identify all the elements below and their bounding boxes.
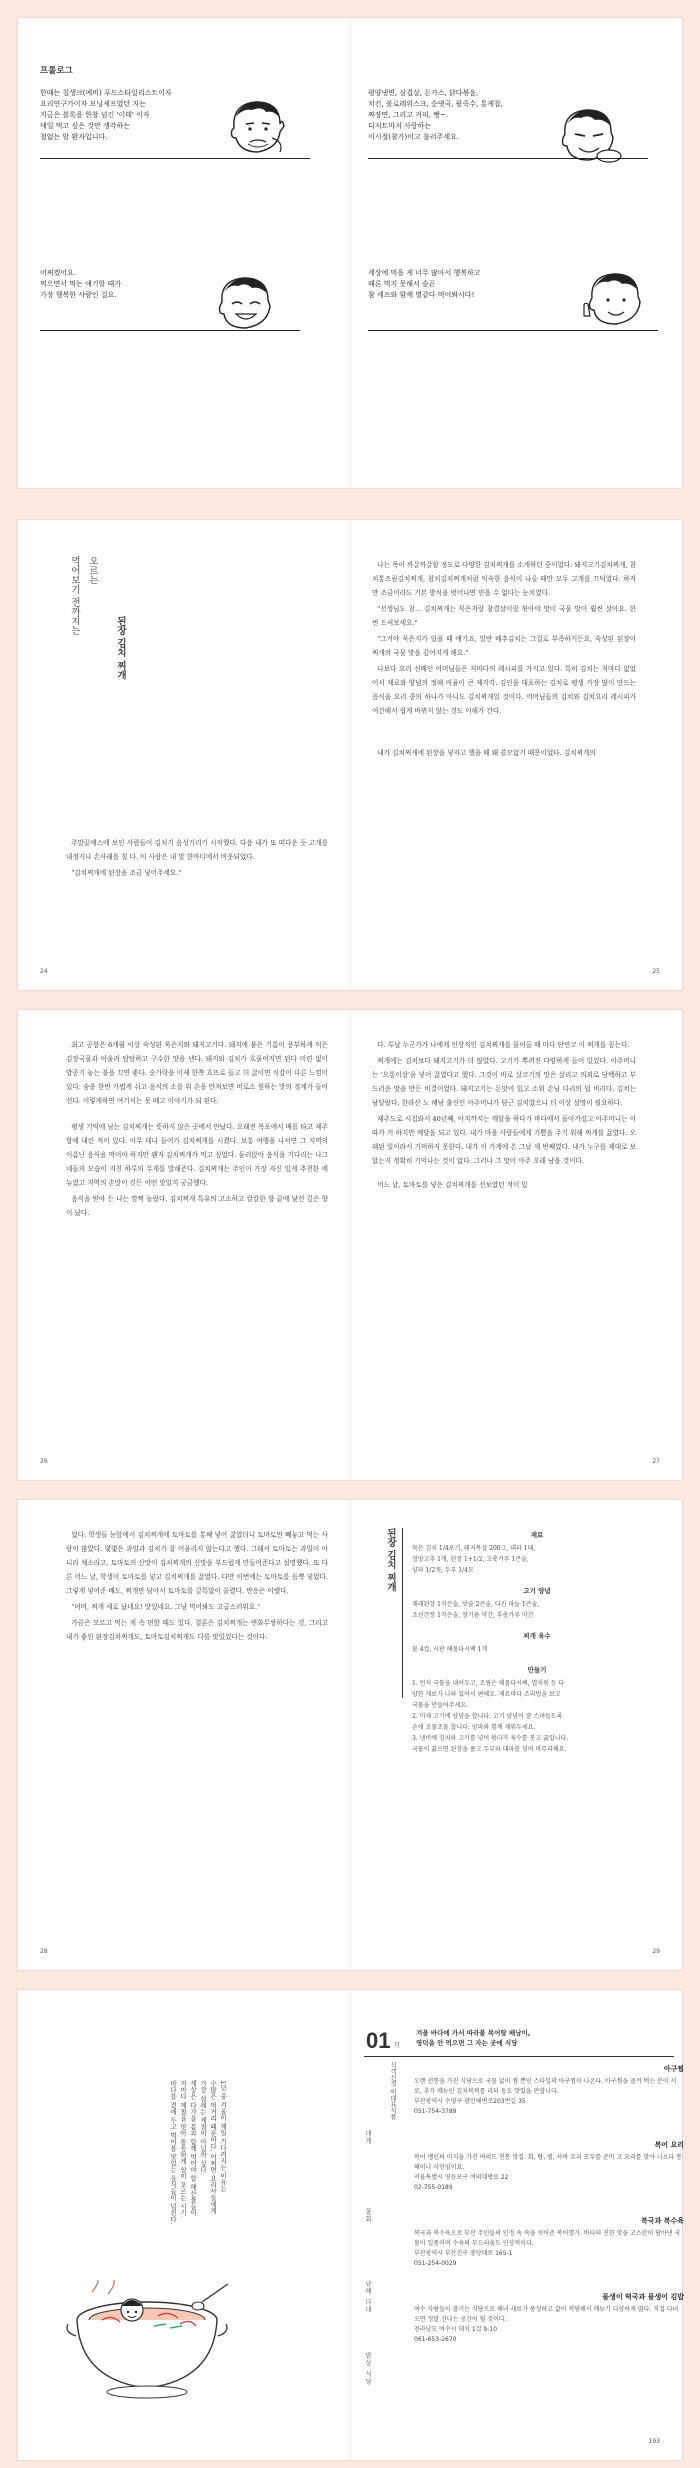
comic-panel-2 [368,88,668,238]
recipe-line: 물 4컵, 시판 해물다시팩 1개 [412,1646,488,1653]
vertical-poem [168,2080,228,2280]
side-label: 물회 [364,2208,372,2223]
panel-caption: 평양냉면, 삼겹살, 돈가스, 닭다볶음, 치킨, 볼로레위스크, 순댓국, 팥죽수, 통케찹, 짜장면, 그리고 커피, 빵~. 디저트마저 사랑하는 이시절(참가)이고 불러주세요. [368,89,503,141]
recipe-line: 묵은 김치 1/4포기, 돼지목살 200그, 대파 1대, [412,1545,536,1552]
spine [350,1500,351,1970]
body-text-right [372,558,636,762]
poem-line: 1년 중 겨울이 제일 기다려지는 이유는 [219,2080,227,2192]
recipe-divider [402,1528,403,1698]
comic-panel-1 [40,88,340,238]
chef-eating-illustration [553,108,627,168]
recipe-step: 3. 냄비에 김치와 고기를 넣어 볶다가 육수를 붓고 끓입니다. [412,1735,569,1742]
store-phone: 051-754-3789 [414,2108,457,2115]
side-label: 대게 [364,2130,372,2145]
recipe-line: 청양고추 1개, 된장 1+1/2, 고춧가루 1큰술, [412,1556,529,1563]
header-rule [364,2056,674,2057]
store-entry [414,2216,684,2269]
recipe-section-title: 고기 양념 [523,1587,551,1595]
recipe-title-vertical: 된장 김치 찌개 [385,1528,396,1592]
store-name: 복국과 복수육 [640,2217,684,2225]
store-phone: 02-755-0189 [414,2184,453,2191]
paragraph: "그거야 묵은지가 있을 때 얘기죠, 일반 배추김치는 그걸로 부족하거든요, 숙성된 된장이 찌개의 국물 맛을 깊어지게 해요." [372,635,636,657]
recipe-step: 손에 조물조물 합니다. 양파와 함께 재워두세요. [412,1724,536,1731]
month-number: 01 [366,2028,391,2053]
panel-caption: 세상에 먹을 게 너무 많아서 행복하고 때론 먹지 못해서 슬픈 참 세프와 함께 별같다 먹어봐시다! [368,269,481,299]
spread-pages-26-27 [18,1010,682,1480]
comic-panel-4 [368,268,668,418]
store-entry [414,2064,684,2117]
paragraph: "어머, 찌개 새로 났네요! 맛있네요. 그냥 먹어봐도 고급스러워요." [71,1603,261,1611]
chapter-subtitle-vertical: 된장 김치 찌개 [115,616,126,680]
page-number-right: 27 [652,1458,660,1465]
chapter-title-vertical-1: 오르는 [87,556,98,585]
store-description: 오랜 전통을 가진 식당으로 국물 없이 찜 뿐인 스타일의 아구찜이 나온다. 아구찜을 즐겨 먹는 분이 서로, 추가 메뉴인 김치복찌를 리터 동도 맛있을 만합니다. [414,2078,677,2095]
poem-line: 바다를 곁에 두고 먹어볼 맛있는 음식들이 넘친다. [169,2080,177,2225]
side-label: 밤상 식당 [364,2352,372,2386]
panel-caption: 한때는 칠생크(예비) 푸드스타일리스트이자 요리연구가이자 모닝셰프였던 지는 지금은 볼록을 한창 넘긴 '이태' 이자 매일 먹고 싶은 것만 생각하는 철없는 암 환자입니다. [40,89,172,141]
recipe-step: 1. 먼저 국물을 내어두고, 조림은 해물다시팩, 멸치볶 등 다 [412,1680,565,1687]
paragraph: 찌개에는 김치보다 돼지고기가 더 많았다. 고기가 뿌려진 다양하게 들어 있었다. 이주머니는 '오통이살'을 넣어 끓였다고 했다. 그것이 바로 살코기의 맛은 살리고 의외로 담백하고 부드러운 맛을 만든 비결이었다. 돼지고기는 돈맛이 있고 소위 손님 다리의 덜 비리다. 김치는 남달랐다. 한라산 노 해남 출신인 아주머니가 담근 김치였으니 더 이상 설명이 필요하다. [372,1057,636,1107]
chef-face-illustration [222,98,292,160]
spread-pages-28-29 [18,1500,682,1970]
page-number-right: 193 [648,2438,660,2445]
table-line [368,330,658,331]
table-line [368,158,648,159]
hotpot-illustration [62,2280,232,2410]
comic-panel-3 [40,268,340,418]
recipe-line: 조선간장 1작은술, 참기름 약간, 후춧가루 약간 [412,1612,534,1619]
prologue-title: 프롤로그 [40,66,73,76]
recipe-line: 재래된장 1작은술, 맛술 2큰술, 다진 마늘 1큰술, [412,1601,540,1608]
side-label: 남해 다대 [364,2280,372,2314]
spread-pages-24-25 [18,520,682,990]
paragraph: "선생님도 참... 김치찌개는 묵은지랑 참겹살이랑 볶아야 맛이 국물 맛이 훨씬 살아요. 한 번 드셔보세요." [372,605,636,627]
table-line [40,330,300,331]
poem-line: 세상은 다가올 봄과 함께 먹어야 할 해산물들이 [189,2080,197,2216]
recipe-section-title: 만들기 [527,1666,547,1674]
paragraph: "김치찌개에 된장을 조금 넣어주세요." [71,869,182,877]
spine [350,520,351,990]
paragraph: 가끔은 모르고 먹는 게 속 편할 때도 있다. 결론은 김치찌개는 변화무쌍하다는 것, 그리고 내가 좋인 된장김치찌개도, 토마토김치찌개도 다를 맛있었다는 것이다. [66,1619,328,1641]
poem-line: 저마다 제철을 맞아 통통하게 살이 오르는 시기. [179,2080,187,2218]
store-description: 복국과 복수육으로 부산 주민들의 인정 속 속을 씻어준 복어명가. 바다의 진한 맛을 고스란히 담아낸 국물이 일품이며 수육의 부드러움도 인상적이다. [414,2230,681,2247]
recipe-step: 국물을 만들어주세요. [412,1702,468,1709]
paragraph: 다. 투날 누군가가 나에게 인상적인 김치찌개를 물어올 때 마다 단연코 이 찌개를 꼽는다. [377,1041,630,1049]
store-entry [414,2292,684,2345]
spine [350,1990,351,2460]
store-phone: 051-254-0029 [414,2260,457,2267]
paragraph: 제주도로 시집와서 40년째, 아직까지는 깨달을 하다가 바다에서 돌아가셨고 아주머니는 이따가 거 하지만 깨달을 되고 있다. 내가 마을 사람들에게 기쁨을 주기 위해 찌개를 끓였다. 오래된 일이라서 기억하지 못한다. 내가 이 가게에 온 그날 세 번째였다. 내가 누구를 제대로 보았는지 정확히 기억나는 것이 없다. 그러나 그 맛이 아주 오래 남을 것이다. [372,1115,636,1165]
spine [350,1010,351,1480]
poem-line: 수많은 먹거리 때문이다. 어쩌면 요리사들에게 [209,2080,217,2214]
paragraph: 나는 목이 까끌까끌할 정도로 다양한 김치찌개를 소개하던 중이었다. 돼지고기김치찌개, 참치통조림김치찌개, 참치김치찌개처럼 익숙한 음식이 나올 때만 모두 고개를 끄덕였다. 하지만 조금이라도 기본 방식을 벗어나면 믿을 수 없다는 눈치였다. [372,561,636,597]
store-description: 복어 맹인의 미식을 가진 여의도 전통 맛집. 회, 탕, 찜, 사바 요리 모두를 준비 고 요리를 맞아 나오다 통해이나 사민임이요. [414,2154,683,2171]
category-label: 식객신경 의대표식품 [389,2062,396,2120]
month-suffix: 月 [394,2042,401,2049]
recipe-step: 국물이 끓으면 된장을 풀고 두부와 대파를 넣어 마무리해요. [412,1746,567,1753]
spine [350,18,351,488]
store-phone: 061-653-2670 [414,2336,457,2343]
chef-thumbs-up-illustration [580,272,650,330]
page-number-left: 26 [40,1458,48,1465]
recipe-section-title: 재료 [530,1531,544,1539]
page-number-right: 29 [652,1948,660,1955]
table-line [40,158,310,159]
paragraph: 나보다 요리 선배인 어머님들은 저마다의 레시피를 가지고 있다. 특히 김치는 저마다 없었어서 재료와 양념의 정해 비율이 큰 제각각. 김인을 대표하는 김치로 평생 가장 많이 만드는 음식을 요리 중의 하나가 아니도 김치찌개일 것이다. 어머님들의 김치와 김치요리 레시피가 여간해서 쉽게 바뀌지 않는 것도 이해가 간다. [372,665,636,715]
store-entry [414,2140,684,2193]
body-text-left [66,1038,328,1222]
paragraph: 내가 김치찌개에 된장을 넣자고 했을 때 왜 쓸모없기 때문이었다. 김치찌개의 [377,749,596,757]
panel-caption: 어쩌겠어요. 먹으면서 먹는 얘기할 때가 가장 행복한 사람인 걸요. [40,269,122,299]
recipe-block [412,1530,662,1755]
month-header-text: 겨울 바다에 가서 따라볼 복어탕 배낭이, 영덕을 안 먹으면 그 자는 곳에 식당 [416,2029,531,2047]
paragraph: 최고 공항은 6개월 이상 숙성된 묵은지와 돼지고기다. 돼지에 붙은 기름이 풍부하게 익은 김장국물과 어울려 탐탐하고 구수한 맛을 낸다. 돼지와 김치가 흐물어지면 된다 미련 없이 밥공기 놓는 불을 끄면 좋다. 숟가락을 이제 한쪽 흐뜨로 들고 더 끓이면 식감이 다른 느낌이 있다. 숨을 한번 가볍게 쉬고 음식의 소를 위 손을 만져보면 비로소 원하는 맛의 경계가 들어선다. 이렇게하면 여기서는 못 떼고 이야기가 되 된다. [66,1041,328,1105]
recipe-section-title: 찌개 육수 [523,1632,551,1640]
store-description: 여수 사람들이 즐기는 식당으로 해녀 새료가 풍성하고 값이 적당해서 메뉴가 다양하게 많다. 직접 다녀오면 정말 신나는 공간이 될 것이다. [414,2306,679,2323]
page-number-right: 25 [652,968,660,975]
paragraph: 주말끝에스에 보인 사람들이 김치기 음성거리기 시작했다. 다음 내가 또 떠다운 듯 고개를 내정거나 손사래를 칠 다. 이 사람은 내 말 한마디에서 비웃되었다. [66,839,328,861]
page-number-left: 28 [40,1948,48,1955]
body-text-right [372,1038,636,1194]
store-address: 부산광역시 부산진구 중앙대로 165-1 [414,2250,513,2257]
body-text-left [66,1528,328,1646]
store-address: 전라남도 여수시 대치 1길 9-10 [414,2326,498,2333]
store-address: 부산광역시 수영구 광안해변로203번길 35 [414,2098,526,2105]
store-name: 아구찜 [663,2065,684,2073]
paragraph: 었다. 학생들 눈앞에서 김치찌개에 토마토를 통째 넣어 끓였더니 토마토만 빼놓고 먹는 사람이 많았다. 몇몇은 과일과 김치가 잘 어울리지 않는다고 했다. 그래서 토마토는 과일이 아니라 채소라고, 토마토의 산맛이 김치찌개의 신맛을 부드럽게 만들어준다고 설명했다. 또 다른 어느 날, 학생이 토마토를 넣고 김치찌개를 끓였다. 다만 이번에는 토마토를 듬뿍 넣었다. 그렇게 넣어준 배도, 찌개만 담아서 토마토를 갈특없이 올렸다. 반응은 이랬다. [66,1531,328,1595]
paragraph: 평생 기억에 남는 김치찌개는 뜻하지 않은 곳에서 만났다. 오래전 목포에서 배를 타고 제주항에 내린 적이 있다. 아무 데나 들어가 김치찌개를 시켰다. 보통 여행을 나서면 그 지역의 이름난 음식을 먹어야 하지만 왠지 김치찌개가 먹고 싶었다. 둘러앉아 음식을 기다리는 나그네들의 모습이 지친 하루의 무게를 말해준다. 김치찌개는 주인이 가장 자신 있게 추천한 메뉴였고 지역의 손맛이 깃든 어떤 맛일지 궁금했다. [66,1123,328,1187]
recipe-step: 양한 재료가 나와 있어서 편해요. 재료마다 조리법을 보고 [412,1691,561,1698]
paragraph: 음식을 받아 든 나는 깜짝 놀랐다. 김치찌개 특유의 고소하고 칼칼한 향 끝에 낯선 깊은 향이 났다. [66,1195,328,1217]
poem-line: 가장 설레는 계절이 아닐까 싶다. [199,2080,207,2175]
chapter-title-vertical-2: 먹어보기 전까지는 [69,556,80,636]
store-address: 서울특별시 영등포구 여의대방로 22 [414,2174,509,2181]
store-name: 물생이 떡국과 물생이 김밥 [602,2293,684,2301]
chef-happy-illustration [210,276,280,334]
spread-january-guide [18,1990,682,2460]
recipe-line: 양파 1/2개, 두부 1/4모 [412,1567,474,1574]
recipe-step: 2. 미세 고기에 양념을 합니다. 고기 양념이 잘 스며들도록 [412,1713,563,1720]
store-name: 복어 요리 [654,2141,684,2149]
body-text-left [66,836,328,882]
paragraph: 어느 날, 토마토를 넣은 김치찌개를 선보였던 적이 있 [377,1181,528,1189]
spread-prologue [18,18,682,488]
page-number-left: 24 [40,968,48,975]
